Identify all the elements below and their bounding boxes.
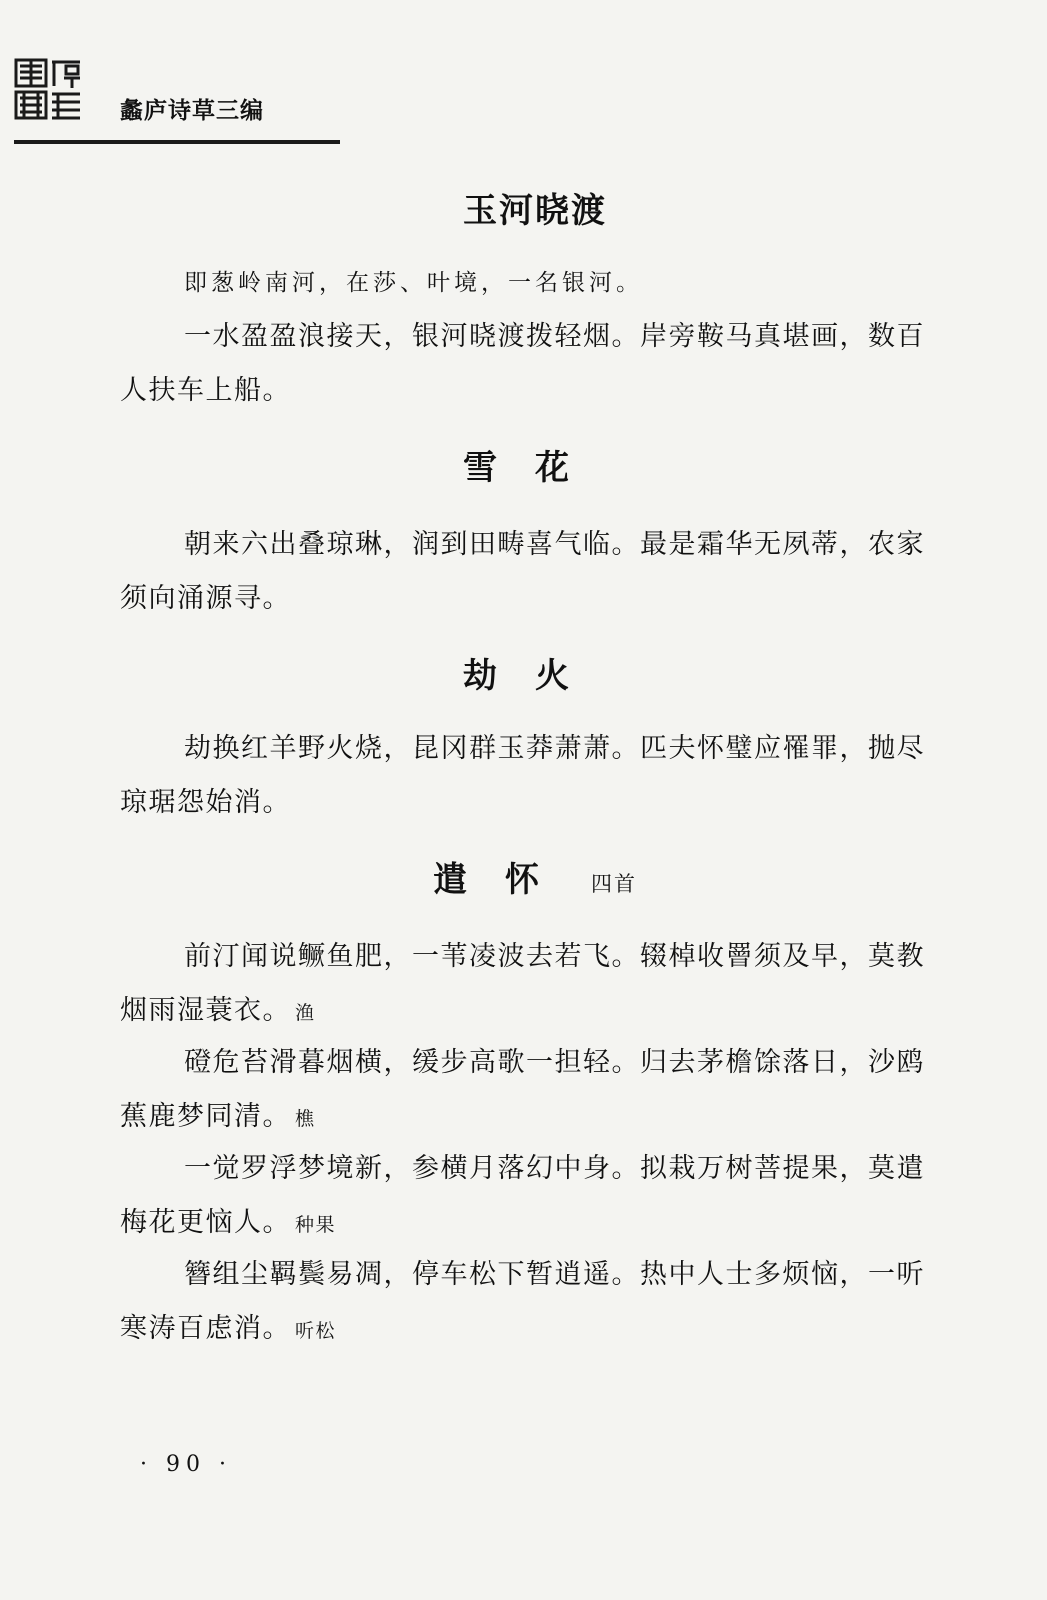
- poem-tag: 种果: [295, 1214, 337, 1236]
- poem-title: 玉河晓渡: [463, 191, 607, 231]
- poem-text: 一觉罗浮梦境新，参横月落幻中身。拟栽万树菩提果，莫遣梅花更恼人。 种果: [120, 1153, 925, 1238]
- poem-title: 劫火: [463, 656, 607, 696]
- poem-title: 雪花: [463, 448, 607, 488]
- poem-tag: 渔: [295, 1002, 316, 1024]
- book-title: 蠡庐诗草三编: [120, 98, 264, 124]
- poem-text: 劫换红羊野火烧，昆冈群玉莽萧萧。匹夫怀璧应罹罪，抛尽琼琚怨始消。: [120, 733, 925, 818]
- poem-text: 朝来六出叠琼琳，润到田畴喜气临。最是霜华无夙蒂，农家须向涌源寻。: [120, 529, 925, 614]
- poem-text: 磴危苔滑暮烟横，缓步高歌一担轻。归去茅檐馀落日，沙鸥蕉鹿梦同清。 樵: [120, 1047, 925, 1132]
- poem-subtitle: 四首: [591, 872, 637, 896]
- poem-text: 一水盈盈浪接天，银河晓渡拨轻烟。岸旁鞍马真堪画，数百人扶车上船。: [120, 321, 925, 406]
- seal-logo-icon: [14, 56, 84, 122]
- poem-tag: 樵: [295, 1108, 316, 1130]
- running-header: [14, 56, 340, 144]
- poem-title: 遣怀 四首: [433, 860, 637, 900]
- poem-note: 即葱岭南河，在莎、叶境，一名银河。: [184, 270, 643, 296]
- page-number: · 90 ·: [140, 1452, 232, 1477]
- poem-text: 簪组尘羁鬓易凋，停车松下暂逍遥。热中人士多烦恼，一听寒涛百虑消。 听松: [120, 1259, 925, 1344]
- poem-text: 前汀闻说鳜鱼肥，一苇凌波去若飞。辍棹收罾须及早，莫教烟雨湿蓑衣。 渔: [120, 941, 925, 1026]
- poem-tag: 听松: [295, 1320, 337, 1342]
